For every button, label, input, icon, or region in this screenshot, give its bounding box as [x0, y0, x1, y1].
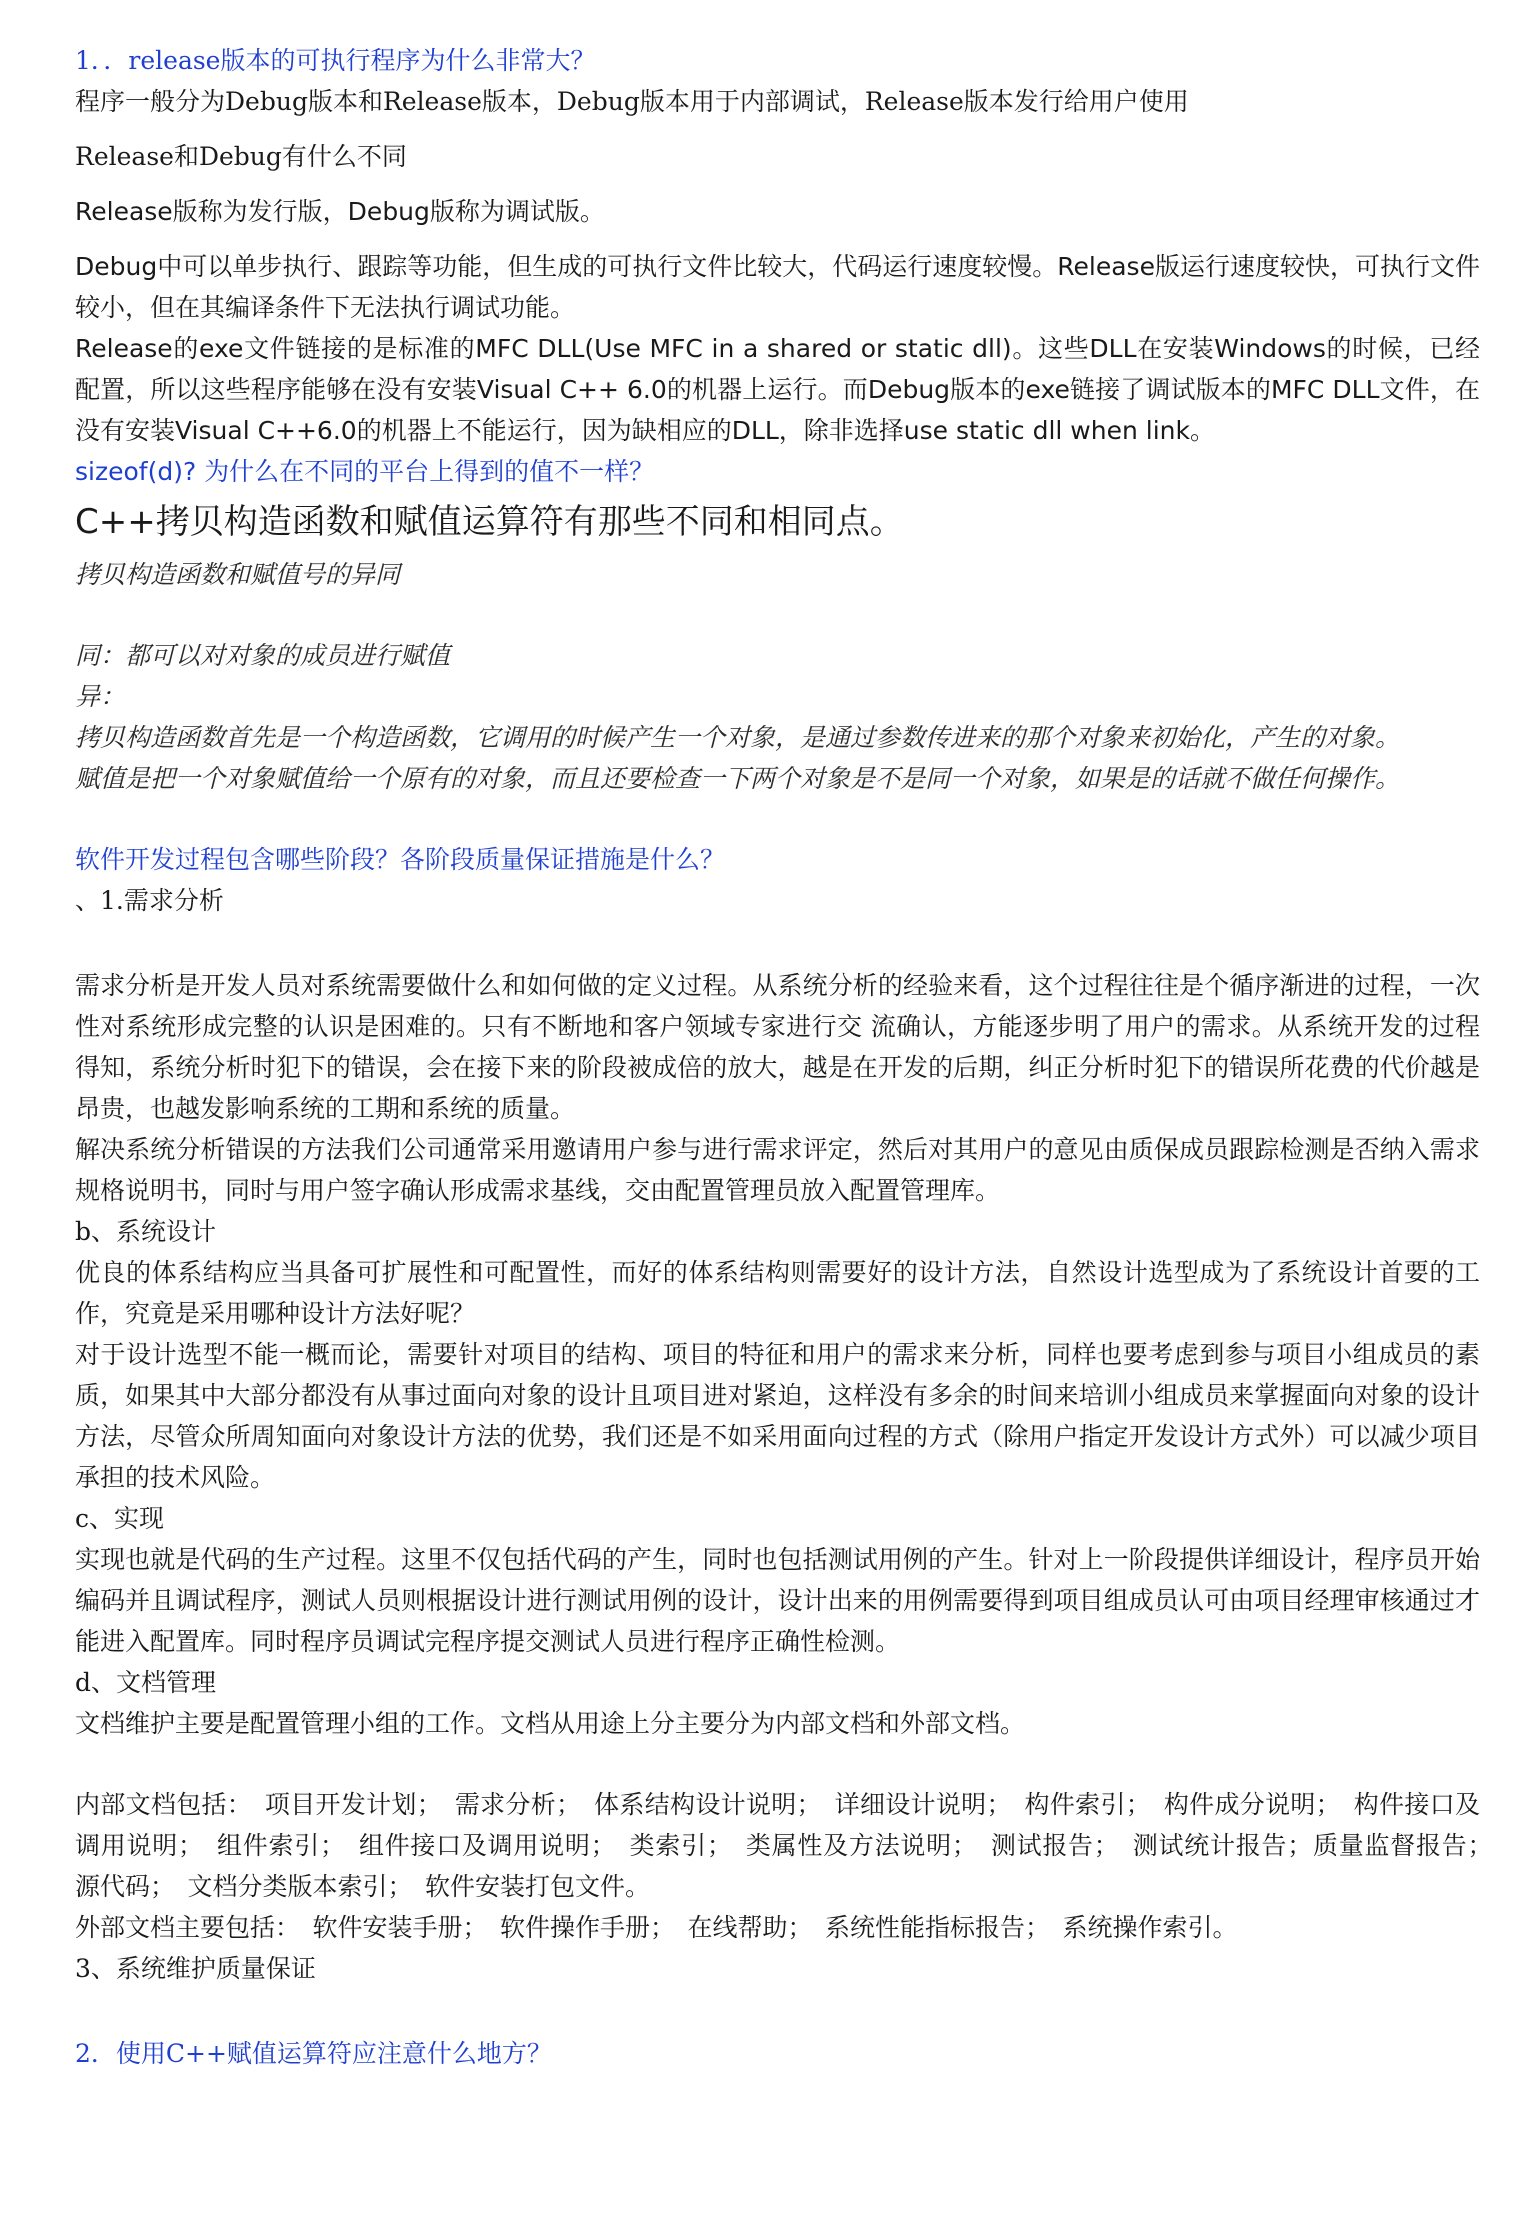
- copy-diff-1: 拷贝构造函数首先是一个构造函数，它调用的时候产生一个对象，是通过参数传进来的那个对象来初始化，产生的对象。: [75, 723, 1401, 752]
- q1-paragraph-5: Release的exe文件链接的是标准的MFC DLL(Use MFC in a shared or static dll)。这些DLL在安装Windows的时候，已经配置，所以这些程序能够在没有安装Visual C++ 6.0的机器上运行。而Debug版本的exe链接了调试版本的MFC DLL文件，在没有安装Visual C++6.0的机器上不能运行，因为缺相应的DLL，除非选择use static dll when link。: [75, 334, 1480, 445]
- document-page: [75, 40, 1506, 2074]
- copy-diff-2: 赋值是把一个对象赋值给一个原有的对象，而且还要检查一下两个对象是不是同一个对象，如果是的话就不做任何操作。: [75, 764, 1401, 793]
- section-doc-management: d、文档管理: [75, 1668, 217, 1697]
- implementation-paragraph: 实现也就是代码的生产过程。这里不仅包括代码的产生，同时也包括测试用例的产生。针对上一阶段提供详细设计，程序员开始编码并且调试程序，测试人员则根据设计进行测试用例的设计，设计出来的用例需要得到项目组成员认可由项目经理审核通过才能进入配置库。同时程序员调试完程序提交测试人员进行程序正确性检测。: [75, 1545, 1480, 1656]
- design-paragraph-2: 对于设计选型不能一概而论，需要针对项目的结构、项目的特征和用户的需求来分析，同样也要考虑到参与项目小组成员的素质，如果其中大部分都没有从事过面向对象的设计且项目进对紧迫，这样没有多余的时间来培训小组成员来掌握面向对象的设计方法，尽管众所周知面向对象设计方法的优势，我们还是不如采用面向过程的方式（除用户指定开发设计方式外）可以减少项目承担的技术风险。: [75, 1340, 1480, 1492]
- question-2-heading: 2．使用C++赋值运算符应注意什么地方？: [75, 2039, 552, 2068]
- section-implementation: c、实现: [75, 1504, 165, 1533]
- q1-paragraph-3: Release版称为发行版，Debug版称为调试版。: [75, 197, 605, 226]
- copy-subtitle: 拷贝构造函数和赋值号的异同: [75, 560, 401, 589]
- internal-docs-paragraph: 内部文档包括： 项目开发计划； 需求分析； 体系结构设计说明； 详细设计说明； 构件索引； 构件成分说明； 构件接口及调用说明； 组件索引； 组件接口及调用说明； 类索引； 类属性及方法说明； 测试报告； 测试统计报告；质量监督报告； 源代码； 文档分类版本索引； 软件安装打包文件。: [75, 1790, 1506, 1901]
- sizeof-heading: sizeof(d)? 为什么在不同的平台上得到的值不一样？: [75, 457, 655, 486]
- q1-paragraph-1: 程序一般分为Debug版本和Release版本，Debug版本用于内部调试，Release版本发行给用户使用: [75, 87, 1189, 116]
- software-process-heading: 软件开发过程包含哪些阶段？各阶段质量保证措施是什么？: [75, 845, 726, 874]
- question-1-heading: 1．．release版本的可执行程序为什么非常大？: [75, 46, 596, 75]
- requirements-paragraph-2: 解决系统分析错误的方法我们公司通常采用邀请用户参与进行需求评定，然后对其用户的意见由质保成员跟踪检测是否纳入需求规格说明书，同时与用户签字确认形成需求基线，交由配置管理员放入配置管理库。: [75, 1135, 1480, 1205]
- design-paragraph-1: 优良的体系结构应当具备可扩展性和可配置性，而好的体系结构则需要好的设计方法，自然设计选型成为了系统设计首要的工作，究竟是采用哪种设计方法好呢？: [75, 1258, 1480, 1328]
- external-docs-paragraph: 外部文档主要包括： 软件安装手册； 软件操作手册； 在线帮助； 系统性能指标报告； 系统操作索引。: [75, 1913, 1238, 1942]
- copy-constructor-title: C++拷贝构造函数和赋值运算符有那些不同和相同点。: [75, 502, 904, 542]
- q1-paragraph-4: Debug中可以单步执行、跟踪等功能，但生成的可执行文件比较大，代码运行速度较慢。Release版运行速度较快，可执行文件较小，但在其编译条件下无法执行调试功能。: [75, 252, 1480, 322]
- copy-diff-label: 异：: [75, 682, 126, 711]
- section-maintenance: 3、系统维护质量保证: [75, 1954, 316, 1983]
- copy-same: 同：都可以对对象的成员进行赋值: [75, 641, 451, 670]
- doc-management-paragraph-1: 文档维护主要是配置管理小组的工作。文档从用途上分主要分为内部文档和外部文档。: [75, 1709, 1026, 1738]
- section-system-design: b、系统设计: [75, 1217, 217, 1246]
- section-requirements: 、1.需求分析: [75, 886, 224, 915]
- q1-paragraph-2: Release和Debug有什么不同: [75, 142, 407, 171]
- requirements-paragraph-1: 需求分析是开发人员对系统需要做什么和如何做的定义过程。从系统分析的经验来看，这个过程往往是个循序渐进的过程，一次性对系统形成完整的认识是困难的。只有不断地和客户领域专家进行交 流确认，方能逐步明了用户的需求。从系统开发的过程得知，系统分析时犯下的错误，会在接下来的阶段被成倍的放大，越是在开发的后期，纠正分析时犯下的错误所花费的代价越是昂贵，也越发影响系统的工期和系统的质量。: [75, 971, 1480, 1123]
